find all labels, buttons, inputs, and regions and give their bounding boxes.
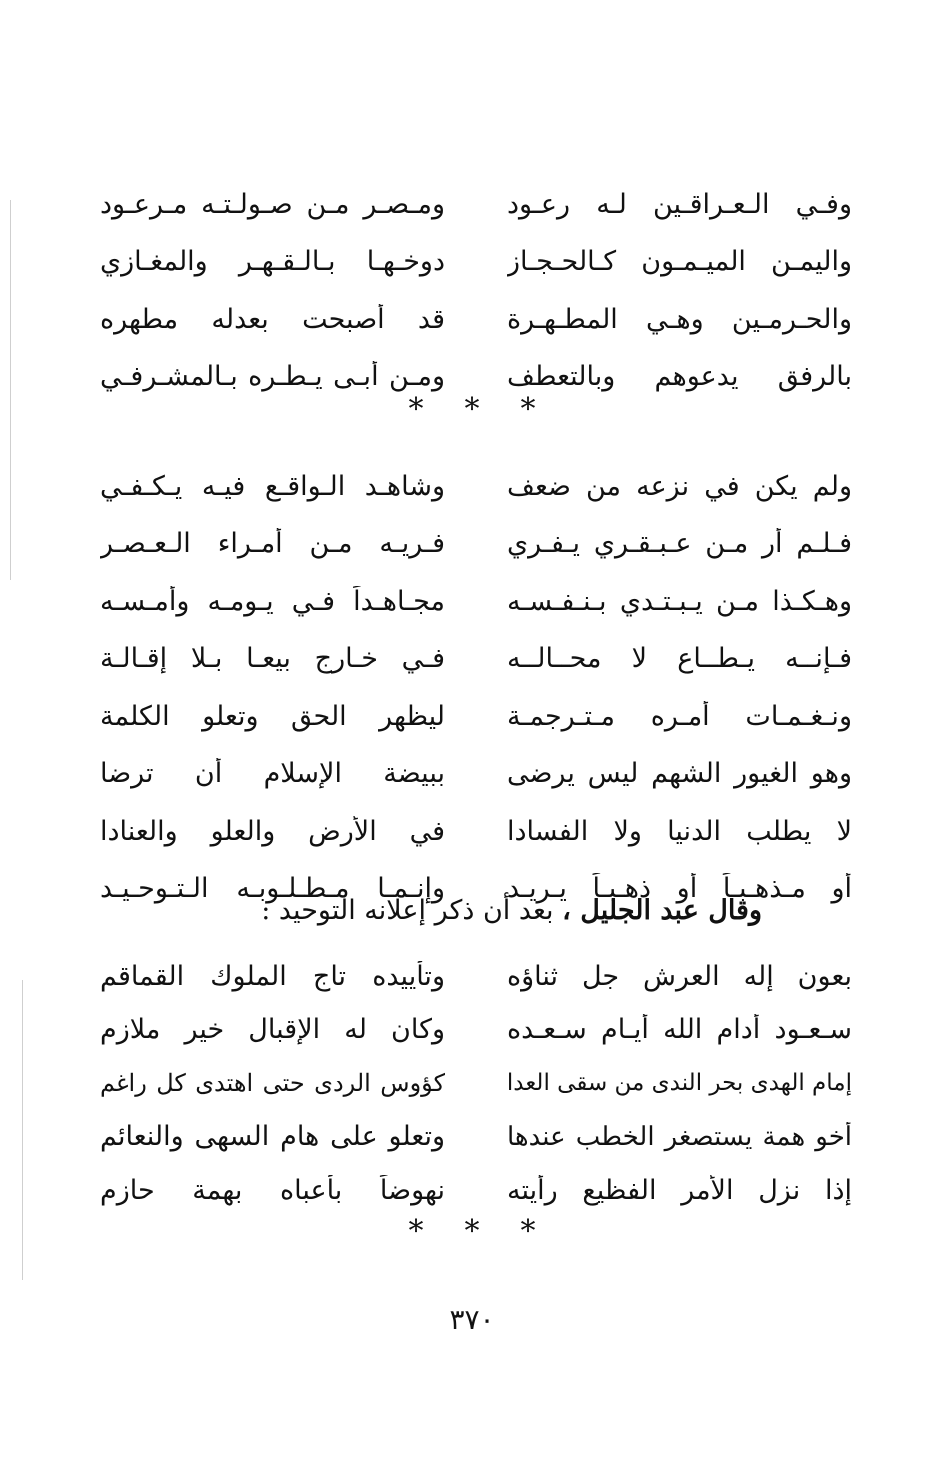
verse-line	[100, 573, 852, 631]
verse-second-hemistich: ومـن أبـى يـطـره بـالمشـرفـي	[100, 361, 445, 393]
verse-second-hemistich: دوخـهـا بـالـقـهـر والمغـازي	[100, 246, 445, 278]
verse-first-hemistich: ونـغـمـات أمـره مـتـرجمـة	[507, 700, 852, 732]
poem-stanza-3	[100, 950, 852, 1218]
verse-line	[100, 516, 852, 574]
verse-first-hemistich: بعون إله العرش جل ثناؤه	[507, 960, 852, 992]
separator-asterisk: *	[520, 1214, 536, 1249]
verse-first-hemistich: أخو همة يستصغر الخطب عندها	[507, 1121, 852, 1152]
verse-first-hemistich: فـإنــه يـطــاع لا محــالــه	[507, 643, 852, 675]
verse-second-hemistich: ليظهر الحق وتعلو الكلمة	[100, 700, 445, 732]
verse-first-hemistich: وهو الغيور الشهم ليس يرضى	[507, 758, 852, 790]
prose-text: بعد أن ذكر إعلانه التوحيد :	[261, 895, 563, 926]
verse-first-hemistich: إذا نزل الأمر الفظيع رأيته	[507, 1174, 852, 1206]
verse-line	[100, 458, 852, 516]
verse-first-hemistich: سـعـود أدام الله أيـام سـعـده	[507, 1014, 852, 1046]
verse-second-hemistich: مجـاهـداً فـي يـومـه وأمـسـه	[100, 585, 445, 617]
verse-first-hemistich: والحـرمـين وهـي المطـهـرة	[507, 303, 852, 335]
verse-line	[100, 234, 852, 292]
verse-second-hemistich: فـي خـارج بيعـا بـلا إقـالـة	[100, 643, 445, 675]
verse-line	[100, 746, 852, 804]
verse-second-hemistich: وشاهـد الـواقـع فيـه يـكـفـي	[100, 470, 445, 502]
verse-line	[100, 1111, 852, 1165]
verse-line	[100, 1057, 852, 1111]
separator-asterisk: *	[520, 392, 536, 427]
verse-second-hemistich: وكان له الإقبال خير ملازم	[100, 1014, 445, 1046]
verse-first-hemistich: بالرفق يدعوهم وبالتعطف	[507, 361, 852, 393]
verse-line	[100, 688, 852, 746]
speaker-name: وقال عبد الجليل ،	[562, 895, 762, 926]
verse-second-hemistich: ومـصـر مـن صـولـتـه مـرعـود	[100, 188, 445, 220]
verse-first-hemistich: واليمـن الميـمـون كـالحـجـاز	[507, 246, 852, 278]
verse-line	[100, 803, 852, 861]
verse-line	[100, 950, 852, 1004]
separator-asterisk: *	[408, 392, 424, 427]
verse-line	[100, 1164, 852, 1218]
verse-first-hemistich: فـلـم أر مـن عـبـقـري يـفـري	[507, 528, 852, 560]
verse-line	[100, 1004, 852, 1058]
verse-first-hemistich: وهـكـذا مـن يـبـتـدي بـنـفـسـه	[507, 585, 852, 617]
section-separator	[0, 392, 944, 427]
page-number: ٣٧٠	[449, 1303, 495, 1336]
left-margin-line	[10, 200, 11, 580]
section-separator	[0, 1214, 944, 1249]
poem-stanza-1	[100, 176, 852, 406]
separator-asterisk: *	[408, 1214, 424, 1249]
verse-second-hemistich: وتعلو على هام السهى والنعائم	[100, 1121, 445, 1153]
verse-first-hemistich: وفـي الـعـراقـين لـه رعـود	[507, 188, 852, 220]
verse-first-hemistich: ولم يكن في نزعه من ضعف	[507, 470, 852, 502]
verse-first-hemistich: إمام الهدى بحر الندى من سقى العدا	[507, 1069, 852, 1096]
verse-second-hemistich: قد أصبحت بعدله مطهره	[100, 303, 445, 335]
verse-second-hemistich: ببيضة الإسلام أن ترضا	[100, 758, 445, 790]
verse-second-hemistich: كؤوس الردى حتى اهتدى كل راغم	[100, 1069, 445, 1098]
verse-second-hemistich: فـريـه مـن أمـراء الـعـصـر	[100, 528, 445, 560]
verse-line	[100, 176, 852, 234]
verse-first-hemistich: لا يطلب الدنيا ولا الفسادا	[507, 815, 852, 847]
verse-first-hemistich: أو مـذهـبـاً أو ذهـبـاً يـريـد	[507, 873, 852, 905]
poem-stanza-2	[100, 458, 852, 918]
verse-second-hemistich: نهوضاً بأعباه بهمة حازم	[100, 1174, 445, 1206]
verse-second-hemistich: في الأرض والعلو والعنادا	[100, 815, 445, 847]
verse-line	[100, 291, 852, 349]
separator-asterisk: *	[464, 1214, 480, 1249]
verse-line	[100, 631, 852, 689]
verse-second-hemistich: وإنـمـا مـطـلـوبـه الـتـوحـيـد	[100, 873, 445, 905]
prose-intro-line	[100, 895, 852, 927]
verse-second-hemistich: وتأييده تاج الملوك القماقم	[100, 960, 445, 992]
separator-asterisk: *	[464, 392, 480, 427]
